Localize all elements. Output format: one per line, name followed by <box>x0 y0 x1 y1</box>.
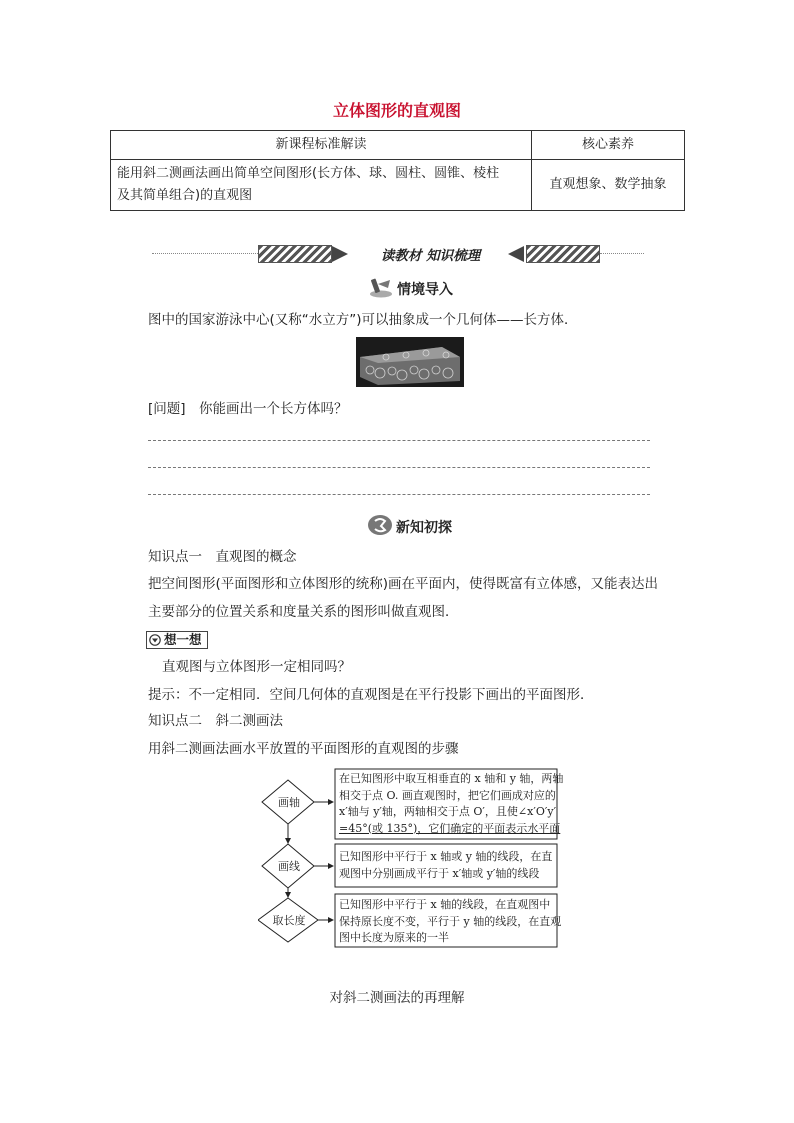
table-header-literacy: 核心素养 <box>532 131 685 160</box>
flow-text-line-line-2: 观图中分别画成平行于 x′轴或 y′轴的线段 <box>339 866 540 880</box>
answer-line-2 <box>148 467 650 468</box>
flow-label-line: 画线 <box>278 860 300 873</box>
page-title: 立体图形的直观图 <box>332 101 461 120</box>
flow-text-length-line-3: 图中长度为原来的一半 <box>339 931 449 944</box>
table-cell-standards <box>111 160 532 211</box>
banner-divider-right <box>600 253 644 254</box>
banner-stripe-left <box>258 245 332 263</box>
arrow-right-icon <box>330 245 350 263</box>
flow-text-length <box>339 897 561 947</box>
footer-heading: 对斜二测画法的再理解 <box>329 990 465 1006</box>
banner-divider-left <box>152 253 260 254</box>
standards-line-1: 能用斜二测画法画出简单空间图形(长方体、球、圆柱、圆锥、棱柱 <box>117 166 500 181</box>
banner-title: 读教材 知识梳理 <box>380 248 481 264</box>
think-question: 直观图与立体图形一定相同吗？ <box>162 659 351 675</box>
knowledge1-body-line-1: 把空间图形(平面图形和立体图形的统称)画在平面内，使得既富有立体感，又能表达出 <box>148 576 659 592</box>
flow-text-axis-line-1: 在已知图形中取互相垂直的 x 轴和 y 轴，两轴 <box>339 772 564 785</box>
section-heading-new-knowledge: 新知初探 <box>396 520 452 536</box>
intro-text: 图中的国家游泳中心(又称“水立方”)可以抽象成一个几何体——长方体． <box>148 312 578 328</box>
scenario-icon <box>368 276 394 298</box>
table-cell-literacy: 直观想象、数学抽象 <box>532 160 685 211</box>
section-heading-scenario: 情境导入 <box>397 282 453 298</box>
flow-text-line-line-1: 已知图形中平行于 x 轴或 y 轴的线段，在直 <box>339 850 553 863</box>
think-label: 想一想 <box>164 632 202 647</box>
flow-text-axis <box>339 771 563 837</box>
knowledge1-title: 知识点一 直观图的概念 <box>148 549 297 565</box>
new-knowledge-icon <box>367 514 393 536</box>
question-text: [问题] 你能画出一个长方体吗？ <box>148 401 348 417</box>
knowledge1-body-line-2: 主要部分的位置关系和度量关系的图形叫做直观图． <box>148 604 459 620</box>
flow-label-axis: 画轴 <box>278 796 300 809</box>
think-hint: 提示：不一定相同．空间几何体的直观图是在平行投影下画出的平面图形． <box>148 687 594 703</box>
flow-text-axis-line-2: 相交于点 O. 画直观图时，把它们画成对应的 <box>339 788 556 802</box>
flow-label-length: 取长度 <box>272 914 306 927</box>
standards-table <box>110 130 685 211</box>
flow-text-length-line-2: 保持原长度不变，平行于 y 轴的线段，在直观 <box>339 914 562 928</box>
flow-text-length-line-1: 已知图形中平行于 x 轴的线段，在直观图中 <box>339 898 551 911</box>
flow-text-axis-line-4: =45°(或 135°)，它们确定的平面表示水平面 <box>339 821 561 835</box>
banner-stripe-right <box>526 245 600 263</box>
answer-line-3 <box>148 494 650 495</box>
knowledge2-steps-intro: 用斜二测画法画水平放置的平面图形的直观图的步骤 <box>148 741 459 757</box>
down-arrow-icon <box>149 634 161 646</box>
arrow-left-icon <box>506 245 526 263</box>
knowledge2-title: 知识点二 斜二测画法 <box>148 713 283 729</box>
table-header-standards: 新课程标准解读 <box>111 131 532 160</box>
water-cube-photo <box>356 337 464 387</box>
flow-text-axis-line-3: x′轴与 y′轴，两轴相交于点 O′，且使∠x′O′y′ <box>339 805 557 818</box>
flow-text-line <box>339 849 552 882</box>
standards-line-2: 及其简单组合)的直观图 <box>117 188 253 203</box>
answer-line-1 <box>148 440 650 441</box>
think-box <box>146 631 208 649</box>
